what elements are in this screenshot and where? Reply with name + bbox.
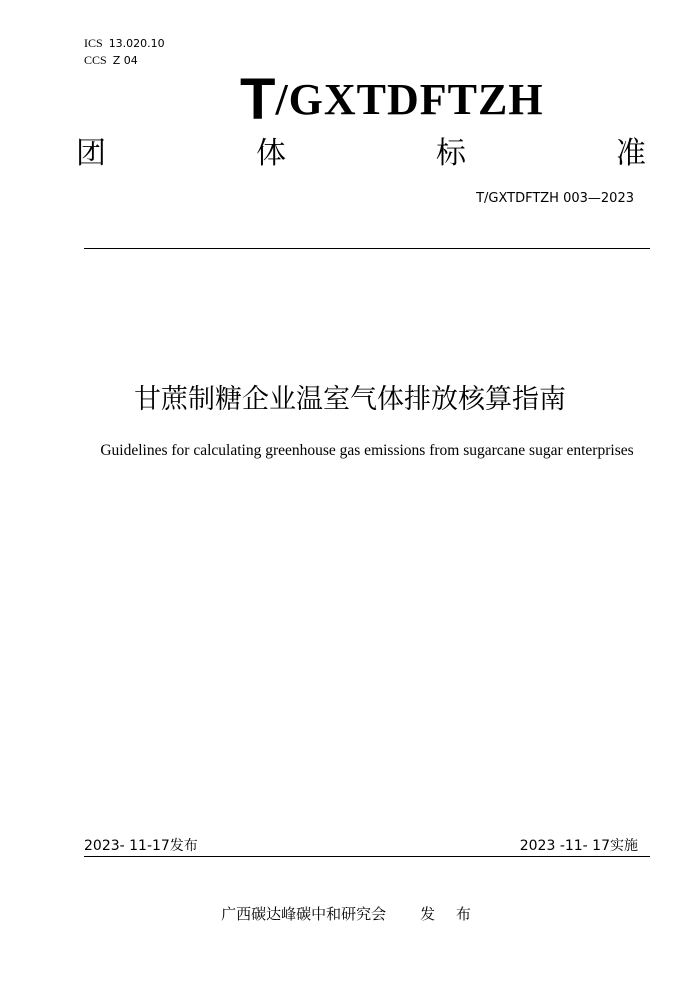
standard-type-char: 准: [616, 136, 646, 171]
ics-code: 13.020.10: [108, 37, 165, 50]
implementation-date: 2023 -11- 17实施: [519, 838, 638, 854]
title-english: Guidelines for calculating greenhouse gas emissions from sugarcane sugar enterprises: [100, 442, 634, 459]
standard-type-char: 团: [76, 136, 106, 171]
publisher: [0, 903, 700, 925]
standard-mark: [240, 67, 544, 132]
footer-rule: [84, 856, 650, 857]
standard-number: T/GXTDFTZH 003—2023: [476, 191, 634, 206]
publisher-name: 广西碳达峰碳中和研究会: [221, 905, 387, 923]
standard-type-char: 体: [256, 136, 286, 171]
standard-mark-code: /GXTDFTZH: [275, 75, 544, 124]
standard-type: [76, 134, 648, 174]
standard-type-char: 标: [436, 136, 466, 171]
header-rule: [84, 248, 650, 249]
ccs-line: [84, 53, 138, 68]
release-date: 2023- 11-17发布: [84, 838, 198, 854]
publisher-action: 发 布: [420, 905, 479, 923]
standard-mark-t: T: [240, 67, 276, 132]
ccs-label: CCS: [84, 53, 107, 67]
ics-label: ICS: [84, 36, 103, 50]
ics-line: [84, 36, 165, 51]
title-chinese: 甘蔗制糖企业温室气体排放核算指南: [134, 384, 566, 415]
ccs-code: Z 04: [112, 54, 138, 67]
